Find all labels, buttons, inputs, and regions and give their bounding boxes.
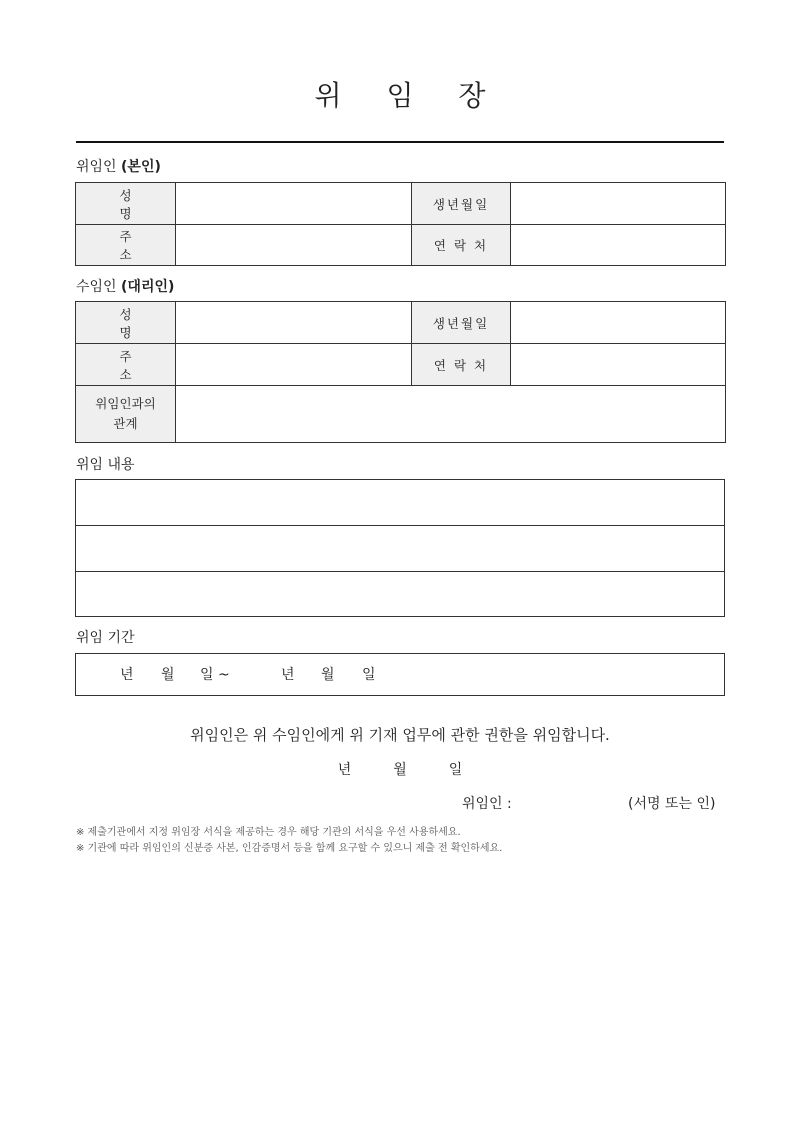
content-box [75, 479, 725, 617]
date-day: 일 [448, 762, 463, 778]
period-day-end: 일 [362, 667, 376, 683]
delegator-birth-label: 생년월일 [412, 183, 511, 225]
delegate-heading-text: 수임인 [76, 279, 122, 295]
delegate-heading [76, 276, 174, 296]
title-divider [76, 141, 724, 143]
content-line-2[interactable] [76, 526, 724, 572]
delegate-table [75, 301, 726, 443]
signature-label: 위임인 : [462, 796, 512, 812]
relation-label-line1: 위임인과의 [95, 396, 156, 411]
content-line-3[interactable] [76, 572, 724, 616]
delegate-relation-field[interactable] [176, 386, 726, 443]
delegator-birth-field[interactable] [511, 183, 726, 225]
delegator-contact-label: 연 락 처 [412, 225, 511, 266]
signature-note: (서명 또는 인) [628, 796, 716, 812]
delegator-heading [76, 156, 161, 176]
delegator-name-field[interactable] [176, 183, 412, 225]
footnote-1: ※ 제출기관에서 지정 위임장 서식을 제공하는 경우 해당 기관의 서식을 우선 사용하세요. [76, 827, 461, 838]
period-day-start: 일 ~ [200, 667, 230, 683]
period-year-start: 년 [120, 667, 134, 683]
document-title: 위 임 장 [314, 79, 504, 112]
content-line-1[interactable] [76, 480, 724, 526]
period-month-start: 월 [161, 667, 175, 683]
delegator-name-label: 성 명 [76, 183, 176, 225]
delegate-birth-field[interactable] [511, 302, 726, 344]
delegate-name-field[interactable] [176, 302, 412, 344]
delegator-address-label: 주 소 [76, 225, 176, 266]
date-year: 년 [337, 762, 352, 778]
date-month: 월 [393, 762, 407, 778]
footnote-2: ※ 기관에 따라 위임인의 신분증 사본, 인감증명서 등을 함께 요구할 수 있으니 제출 전 확인하세요. [76, 843, 503, 854]
period-month-end: 월 [321, 667, 335, 683]
content-heading: 위임 내용 [76, 457, 135, 473]
delegator-heading-text: 위임인 [76, 159, 122, 175]
delegate-address-label: 주 소 [76, 344, 176, 386]
delegator-address-field[interactable] [176, 225, 412, 266]
relation-label-line2: 관계 [113, 416, 138, 431]
delegator-table [75, 182, 726, 266]
delegate-birth-label: 생년월일 [412, 302, 511, 344]
delegator-heading-bold: (본인) [121, 159, 161, 175]
period-line [120, 664, 376, 684]
signature-date [0, 759, 800, 779]
delegate-name-label: 성 명 [76, 302, 176, 344]
delegation-statement: 위임인은 위 수임인에게 위 기재 업무에 관한 권한을 위임합니다. [190, 726, 610, 744]
delegate-relation-label [76, 386, 176, 443]
delegate-heading-bold: (대리인) [121, 279, 175, 295]
period-year-end: 년 [281, 667, 295, 683]
delegate-contact-field[interactable] [511, 344, 726, 386]
delegate-contact-label: 연 락 처 [412, 344, 511, 386]
delegate-address-field[interactable] [176, 344, 412, 386]
period-heading: 위임 기간 [76, 630, 135, 646]
delegator-contact-field[interactable] [511, 225, 726, 266]
